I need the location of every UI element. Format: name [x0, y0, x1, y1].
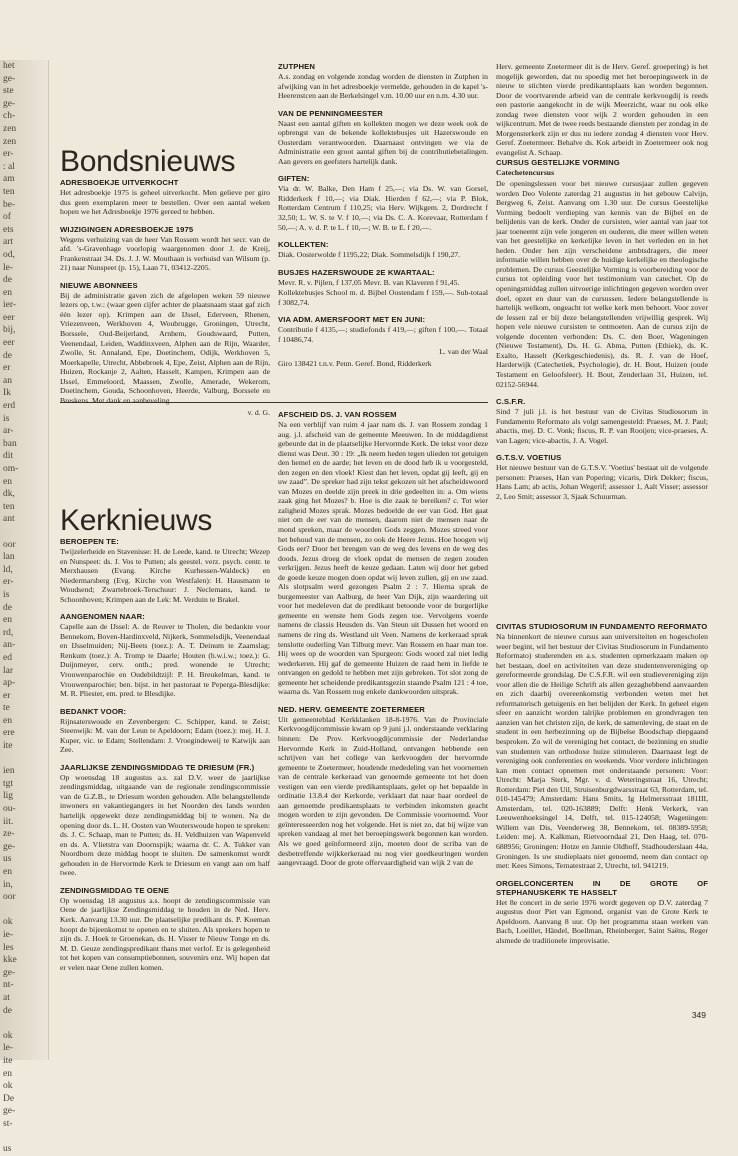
margin-word: ten — [3, 186, 15, 197]
margin-word: ste — [3, 86, 14, 97]
margin-word: en — [3, 615, 12, 626]
section-subheading: Catechetencursus — [496, 168, 555, 178]
margin-word: ere — [3, 728, 15, 739]
section-body: Op woensdag 18 augustus a.s. hoopt de zendingscommissie van Oene de jaarlijkse Zendingsmiddag te houden in de Ned. Herv. Kerk. Aanvang 13.30 uur. De plaatselijke predikant ds. P. Koeman hoopt de bijeenkomst te openen en te sluiten. Als sprekers hopen te zijn ds. J. Hoek te Groenekan, ds. H. Visser te Nieuw Tonge en ds. M. D. Geuze zendingspredikant thans met verlof. Er is gelegenheid tot het kopen van consumptiebonnen, souvenirs enz. Wij hopen dat er velen naar Oene zullen komen. — [60, 895, 270, 972]
margin-word: erd — [3, 401, 16, 412]
margin-word: us — [3, 854, 12, 865]
margin-word: er- — [3, 577, 14, 588]
section-heading: ORGELCONCERTEN IN DE GROTE OF STEPHANUSKERK TE HASSELT — [496, 878, 708, 897]
margin-word: ze- — [3, 829, 15, 840]
margin-word: ge- — [3, 967, 16, 978]
margin-word: ed — [3, 652, 12, 663]
margin-word — [0, 1017, 48, 1030]
margin-word: am — [3, 174, 15, 185]
section-body: Kollektebusjes School m. d. Bijbel Oostendam f 159,—. Sub-totaal f 3082,74. — [278, 288, 488, 307]
section-heading: C.S.F.R. — [496, 397, 526, 407]
page-number: 349 — [691, 1010, 706, 1020]
section-heading: GIFTEN: — [278, 174, 310, 184]
bondsnieuws-sections — [60, 178, 270, 405]
margin-word: ap- — [3, 678, 16, 689]
section-heading: CURSUS GESTELIJKE VORMING — [496, 158, 620, 168]
col3-bottom-sections — [496, 622, 708, 945]
section-heading: ADRESBOEKJE UITVERKOCHT — [60, 178, 179, 187]
penningmeester-signature: L. van der Waal — [439, 347, 488, 357]
margin-word — [0, 904, 48, 917]
margin-word: is — [3, 589, 10, 600]
col3-top-column — [496, 62, 708, 622]
margin-word: lar — [3, 665, 14, 676]
section-body: De openingslessen voor het nieuwe cursusjaar zullen gegeven worden Deo Volente zaterdag 21 augustus in het gebouw Calvijn, Bergweg 6, Zeist. Aanvang om 1.30 uur. De cursus Geestelijke Vorming bedoelt verdieping van kennis van de Bijbel en de belijdenis van de kerk. Onder de cursisten, wier aantal van jaar tot jaar toeneemt zijn vele jongeren en ouderen, die meer willen weten van het geestelijke en kerkelijke leven in het verleden en in het heden. Onder hen zijn verscheidene ambtsdragers, die meer informatie willen hebben over de huidige kerkelijke en theologische problemen. De cursus Geestelijke Vorming is voorbereiding voor de cursus tot opleiding voor het testimonium van catechet. Op de openingsmiddag zullen uitvoerige inlichtingen gegeven worden over doel, opzet en duur van de cursussen. Iedere belangstellende is hartelijk welkom, ongeacht tot welke kerk men behoort. Voor zover de lessen zal er bij deze belangstellenden vrijwillig gesprek. Wij hopen vele nieuwe cursisten te ontmoeten. Aan de cursus zijn de volgende docenten verbonden: Ds. C. den Boer, Wageningen (Nieuwe Testament), Ds. H. G. Abma, Putten (Ethiek), ds. K. Exalto, Hasselt (Kerkgeschiedenis), ds. R. J. van de Hoef, Harderwijk (Catechetiek, Psychologie), dr. H. Bout, Huizen (oude Testament en Geloofsleer). H. Bout, Zenderlaan 31, Huizen, tel. 02152-56944. — [496, 179, 708, 389]
margin-word: om- — [3, 464, 19, 474]
margin-word: oor — [3, 892, 16, 903]
bondsnieuws-signature: v. d. G. — [247, 408, 270, 418]
margin-word: at — [3, 992, 10, 1003]
margin-word: Ik — [3, 388, 11, 399]
margin-word: zen — [3, 123, 17, 134]
margin-word: ien — [3, 766, 15, 777]
margin-word: en — [3, 867, 12, 877]
margin-word: er- — [3, 149, 14, 160]
section-body: A.s. zondag en volgende zondag worden de diensten in Zutphen in afwijking van in het adresboekje vermelde, gehouden in de kapel 's-Heerenstcen aan de Berkelsingel v.m. 10.00 uur en n.m. 4.30 uur. — [278, 72, 488, 101]
margin-word: ier- — [3, 300, 16, 311]
section-heading: AFSCHEID DS. J. VAN ROSSEM — [278, 410, 397, 419]
section-body: Sind 7 juli j.l. is het bestuur van de Civitas Studiosorum in Fundamento Reformato als volgt samengesteld: Praeses, M. J. Paul; abactis, mej. D. C. Vonk; fiscus, R. P. van Rooijen; vice-praeses, A. van Lagen; vice-abactis, J. A. Vogel. — [496, 407, 708, 445]
margin-word: ite — [3, 741, 13, 752]
margin-word: ch- — [3, 111, 16, 122]
section-body: Capelle aan de IJssel: A. de Reuver te Tholen, die bedankte voor Bennekom, Boven-Hardinxveld, Nijkerk, Sommelsdijk, Veenendaal en IJsselmuiden; Nij-Beets (toez.): A. T. Deinum te Zaamslag; Renkum (toez.): A. Tromp te Daarle; Houten (h.w.i.w.; toez.): G. Duijnmeyer, cerv. onth.; pred. wonende te Utrecht; Vrouwenparochie en Oudebildtzijl: P. H. Breukelman, kand. te Vrouwenparochie; ben. bijst. in het pastoraat te Peperga-Blesdijke: M. R. Pliester, em. pred. te Blesdijke. — [60, 622, 270, 699]
margin-word: ge- — [3, 1106, 16, 1117]
margin-word: ar- — [3, 426, 14, 437]
margin-word: tgt — [3, 778, 14, 789]
section-heading: BUSJES HAZERSWOUDE 2E KWARTAAL: — [278, 267, 435, 277]
margin-word: de — [3, 350, 12, 361]
section-body: Op woensdag 18 augustus a.s. zal D.V. weer de jaarlijkse zendingsmiddag, uitgaande van de regionale zendingscommissie van de G.Z.B., te Driesum worden gehouden. Alle belangstellende inwoners en vakantiegangers in het Noorden des lands worden hartelijk opgewekt deze zendingsmiddag bij te wonen. Na de opening door ds. L. H. Oosten van Wouterswoude hopen te spreken: ds. J. C. Schaap, man te Putten; ds. H. Veldhuizen van Wapenveld en ds. A. Vlietstra van Doornspijk; waarna dr. C. A. Tukker van Noordborn deze middag hoopt te sluiten. De samenkomst wordt gehouden in de Hervormde Kerk te Driesum en vangt aan om half twee. — [60, 772, 270, 878]
section-body: Naast een aantal giften en kollekten mogen we deze week ook de opbrengst van de bekende kollektebusjes uit Hazerswoude en Oosterdam verantwoorden. Daarnaast ontvingen we via de Administratie een groot aantal giften bij de contributiebetalingen. Aan gevers en geefsters hartelijk dank. — [278, 118, 488, 166]
margin-word — [0, 1130, 48, 1143]
section-heading: AANGENOMEN NAAR: — [60, 612, 145, 622]
margin-word: iit. — [3, 816, 14, 827]
col3-top-sections — [496, 158, 708, 501]
margin-word: de — [3, 1005, 12, 1016]
margin-word: ge- — [3, 98, 16, 109]
margin-word: art — [3, 237, 14, 248]
section-body: Het 8e concert in de serie 1976 wordt gegeven op D.V. zaterdag 7 augustus door Piet van Egmond, organist van de Grote Kerk te Apeldoorn. Aanvang 8 uur. Op het programma staan werken van Bach, Loeillet, Händel, Boellman, Rheinberger, Saint Saëns, Reger alsmede de traditionele improvisatie. — [496, 897, 708, 945]
margin-word: ge- — [3, 841, 16, 852]
section-heading: ZENDINGSMIDDAG TE OENE — [60, 885, 169, 895]
margin-word: eer — [3, 312, 15, 323]
margin-word: ld, — [3, 564, 13, 575]
margin-word: an- — [3, 640, 16, 651]
giro-line — [278, 359, 488, 369]
margin-word: us — [3, 1144, 12, 1155]
section-heading: G.T.S.V. VOETIUS — [496, 453, 562, 463]
margin-word: be- — [3, 199, 16, 210]
margin-word: en — [3, 287, 12, 298]
margin-word: st- — [3, 1118, 13, 1129]
margin-word: is — [3, 413, 10, 424]
margin-word: od, — [3, 249, 15, 260]
section-body: Contributie f 4135,—; studiefonds f 419,—; giften f 100,—. Totaal f 10486,74. — [278, 325, 488, 344]
section-heading: NIEUWE ABONNEES — [60, 280, 138, 290]
margin-word: le- — [3, 262, 14, 273]
margin-word: eer — [3, 338, 15, 349]
section-body: Rijnsaterswoude en Zevenbergen: C. Schipper, kand. te Zeist; Steenwijk: M. van der Leun te Apeldoorn; Edam (toez.): mej. H. J. Kuper, vic. te Edam; Stellendam: J. Vroegindeweij te Katwijk aan Zee. — [60, 716, 270, 755]
margin-word: : al — [3, 161, 15, 172]
margin-word: ok — [3, 1030, 13, 1041]
margin-word: en — [3, 1068, 12, 1079]
margin-word: en — [3, 715, 12, 726]
margin-word: lan — [3, 552, 15, 563]
kerknieuws-sections — [60, 537, 270, 972]
margin-word: ant — [3, 514, 15, 525]
section-heading: CIVITAS STUDIOSORUM IN FUNDAMENTO REFORMATO — [496, 622, 708, 631]
margin-word: le- — [3, 1043, 14, 1054]
margin-word: het — [3, 61, 15, 71]
margin-word: ie- — [3, 929, 14, 940]
margin-word: bij, — [3, 325, 16, 336]
section-heading: NED. HERV. GEMEENTE ZOETERMEER — [278, 704, 425, 714]
section-heading: VIA ADM. AMERSFOORT MET EN JUNI: — [278, 315, 426, 325]
margin-word: kke — [3, 955, 17, 966]
margin-word: de — [3, 275, 12, 286]
margin-word: er — [3, 363, 11, 374]
section-heading: JAARLIJKSE ZENDINGSMIDDAG TE DRIESUM (FR.) — [60, 762, 255, 772]
margin-word: ets — [3, 224, 14, 235]
margin-word — [0, 753, 48, 766]
margin-word: ge- — [3, 73, 16, 84]
section-body: Diak. Oosterwolde f 1195,22; Diak. Sommelsdijk f 190,27. — [278, 250, 461, 260]
section-body: Uit gemeenteblad Kerkklanken 18-8-1976. Van de Provinciale Kerkvoogdijcommissie kwam op 9 juni j.l. onderstaande verklaring binnen: De Prov. Kerkvoogdijcommissie der Nederlandse Hervormde Kerk in Zuid-Holland, ontvangen hebbende een schrijven van het college van kerkvoogden der hervormde gemeente te Zoetermeer, houdende mededeling van het voornemen van de centrale kerkeraad van genoemde gemeente tot het doen vestigen van een vierde predikantsplaats, gelet op het bepaalde in ordinatie 13.8.4 der Kerkorde, verklaart dat naar haar oordeel de aan genoemde predikantsplaats te verbinden inkomsten geacht mogen worden te zijn gevonden. De Commissie voornoemd. Voor geïnteresseerden nog het volgende. Het is niet zo, dat bij wijze van spreken vandaag al met het beroepingswerk begonnen kan worden. Als we goed geïnformeerd zijn, moeten door de scriba van de desbetreffende wijkkerkeraad nu nog vier goedkeuringen worden aangevraagd. Door de grote offervaardigheid van wijk 2 van de — [278, 714, 488, 868]
col3-bottom-column — [496, 622, 708, 1022]
margin-word: dk, — [3, 489, 15, 500]
col2-bottom-sections — [278, 410, 488, 868]
section-heading: ZUTPHEN — [278, 62, 316, 71]
margin-word: te — [3, 703, 10, 714]
section-heading: VAN DE PENNINGMEESTER — [278, 108, 383, 118]
giro-text: Giro 138421 t.n.v. Penn. Geref. Bond, Ridderkerk — [278, 358, 432, 368]
margin-word: ite — [3, 1055, 13, 1066]
kerknieuws-title: Kerknieuws — [60, 504, 213, 537]
section-body: Twijzelerheide en Stavenisse: H. de Leede, kand. te Utrecht; Wezep en Nunspeet: ds. J. Vos te Putten; als geestel. verz. psych. centr. te Merxhausen (Evang. Kirche Kurhessen-Waldeck) en Niedermarsberg (Evg. Kirche von Westfalen): H. Hausmann te Woudsend; Zwartebroek-Terschuur: J. Neclemans, kand. te Schoonhoven; Krimpen aan de Lek: M. Verduin te Brakel. — [60, 547, 270, 604]
section-body: Bij de administratie gaven zich de afgelopen weken 59 nieuwe lezers op, t.w.: (waar geen cijfer achter de plaatsnaam staat gaf zich één lezer op). Krimpen aan de IJssel, Ederveen, Rhenen, Vriezenveen, Werkhoven 4, Woubrugge, Groningen, Utrecht, Borssele, Oud-Beijerland, Arnhem, Goudswaard, Putten, Veenendaal, Leiden, Waddinxveen, Alphen aan de Rijn, Waarder, Zwolle, St. Annaland, Epe, Doetinchem, Odijk, Werkhoven 5, Moerkapelle, Utrecht, Abbebroek 4, Epe, Zeist, Alphen aan de Rijn, Huizen, Rockanje 2, Aalten, Hasselt, Kampen, Krimpen aan de IJssel, Emmeloord, Maassen, Zwolle, Amerade, Wekerom, Doetinchem, Gouda, Schoonhoven, Heerde, Valburg, Borssele en Breskens. Met dank en aanbeveling. — [60, 290, 270, 405]
margin-word: en — [3, 476, 12, 487]
kerknieuws-column — [60, 505, 270, 1030]
section-heading: WIJZIGINGEN ADRESBOEKJE 1975 — [60, 224, 194, 234]
margin-word: dit — [3, 451, 14, 462]
section-body: Via dr. W. Balke, Den Ham f 25,—; via Ds. W. van Gorsel, Ridderkerk f 10,—; via Diak. Hierden f 62,—; via P. Blok, Rotterdam Centrum f 110,25; via Herv. Wijkgem. 2, Dordrecht f 32,50; L. W. S. te V. f 10,—; via Ds. C. A. Korevaar, Rotterdam f 50,—; A. v. d. P. te L. f 10,—; W. B. te E. f 20,—. — [278, 184, 488, 232]
section-heading: BEROEPEN TE: — [60, 537, 119, 546]
margin-word: rd, — [3, 627, 14, 638]
col2-top-sections — [278, 62, 488, 344]
section-body: Het nieuwe bestuur van de G.T.S.V. 'Voetius' bestaat uit de volgende personen: Praeses, Han van Popering; vicaris, Dirk Dekker; fiscus, Hans Lam; ab actis, Johan Wegerif; assessor 1, Aalt Visser; assessor 2, Leo Smit; assessor 3, Sjaak Schuurman. — [496, 463, 708, 501]
margin-word: de — [3, 602, 12, 613]
margin-word: ou- — [3, 804, 16, 815]
margin-word — [0, 526, 48, 539]
section-body: Wegens verhuizing van de heer Van Rossem wordt het secr. van de afd. 's-Gravenhage voorlopig waargenomen door J. de Kreij, Frankenstraat 34. Ds. J. J. W. Mouthaan is verhuisd van Wilsum (p. 21) naar Nunspeet (p. 15), Laan 71, 03412-2205. — [60, 234, 270, 273]
zoetermeer-continued-text: Herv. gemeente Zoetermeer dit is de Herv. Geref. groepering) is het mogelijk geworden, dat nu spoedig met het beroepingswerk in de nieuw te stichten vierde predikantsplaats kan worden begonnen. Door de voortvarende arbeid van de centrale kerkvoogdij is reeds een pastorie aangekocht in de wijk Meerzicht, waar nu ook elke zondag twee diensten voor wijk 2 worden gehouden in een wijkcentrum. Met de twee reeds bestaande diensten per zondag in de Morgensterkerk zijn er dus nu iedere zondag 4 diensten voor Herv. Geref. Zoetermeer. Behalve ds. Kok arbeidt in Zoetermeer ook nog evangelist A. Schaap. — [496, 62, 708, 157]
bondsnieuws-column — [60, 145, 270, 418]
section-body: Mevr. R. v. Pijlen, f 137,05 Mevr. B. van Klaveren f 91,45. — [278, 277, 460, 287]
bondsnieuws-title: Bondsnieuws — [60, 145, 236, 178]
penningmeester-column — [278, 62, 488, 400]
afscheid-column — [278, 410, 488, 1030]
margin-word: in, — [3, 879, 13, 890]
margin-word: ok — [3, 1081, 13, 1092]
section-body: Het adresboekje 1975 is geheel uitverkocht. Men gelieve per giro dus geen exemplaren meer te bestellen. Over een aantal weken hopen we het Adresboekje 1976 gereed te hebben. — [60, 188, 270, 217]
margin-word: an — [3, 375, 12, 386]
section-heading: KOLLEKTEN: — [278, 240, 329, 250]
margin-word: ten — [3, 501, 15, 512]
margin-word: of — [3, 212, 11, 223]
margin-word: oor — [3, 539, 16, 550]
margin-word: ok — [3, 917, 13, 928]
section-heading: BEDANKT VOOR: — [60, 706, 127, 716]
section-body: Na binnenkort de nieuwe cursus aan universiteiten en hogescholen weer begint, wil het bestuur der Civitas Studiosorum in Fundamento Reformato) studerenden en a.s. studenten opmerkzaam maken op het bestaan, doel en activiteiten van deze studentenvereniging op gereformeerde grondslag. De C.S.F.R. wil een studievereniging zijn voor allen die de Heilige Schrift als allen gezaghebbend aanvaarden en zich daarbij overeenkomstig verbonden weten met het reformatorisch getuigenis en het belijden der Kerk. In geheel eigen sfeer en aanzicht worden talrijke problemen en grondvragen ten aanzien van het christen zijn, de kerk, de samenleving, de staat en de student in een herbezinning op de Bijbelse Boodschap diepgaand besproken. Zo wil de vereniging het contact, de bezinning en studie van studenten van orthodoxe huize stimuleren. Daarnaast legt de vereniging ook conferenties en weekends. Voor verdere inlichtingen kan men contact opnemen met onderstaande personen: Voor: Utrecht: Marja Sterk, Mgr. v. d. Weteringstraat 16, Utrecht; Rotterdam: Piet den Uil, Struisenburgdwarsstraat 63, Rotterdam, tel. 010-145479; Amsterdam: Hans Smits, Ig Helmersstraat 181III, Amsterdam, tel. 020-163889; Delft: Henk Verkerk, van Leeuwenhoeksingel 14, Delft, tel. 015-124058; Wageningen: Willem van Dis, Veenderweg 38, Bennekom, tel. 08389-5958; Leiden: mej. A. Kalkman, Rietvoorndaal 21, Den Haag, tel. 070-688956; Groningen: Hotze en Jannie Oldhoff, Stadhouderslaan 44a, Groningen. Is uw studieplaats niet genoemd, neem dan contact op met: Kees Simons, Ternatestraat 2, Utrecht, tel. 941219. — [496, 632, 708, 871]
section-divider — [60, 402, 488, 403]
margin-word: er — [3, 690, 11, 701]
margin-word: ban — [3, 438, 17, 449]
margin-word: nt- — [3, 980, 14, 991]
margin-word: lig — [3, 791, 14, 802]
adjacent-page-margin — [0, 60, 49, 1155]
section-body: Na een verblijf van ruim 4 jaar nam ds. J. van Rossem zondag 1 aug. j.l. afscheid van de gemeente Meeuwen. In de middagdienst gebeurde dat in de plaatselijke Hervormde Kerk. De tekst voor deze dienst was Deut. 30 : 19: „Ik neem heden tegen ulieden tot getuigen den hemel en de aarde; het leven en de dood heb ik u voorgesteld, den zegen en den vloek! Kiest dan het leven, opdat gij leeft, gij en uw zaad”. De spreker had zijn tekst gekozen uit het afscheidswoord van Mozes en deelde zijn preek in drie gedeelten in: a. Om wiens zaak ging het Mozes? b. Hoe is die zaak te bereiken? c. Tot wier zaligheid Mozes sprak. Mozes bedoelde de eer van God. Het gaat niet om de eer van de mensen, daarom niet de mensen naar de mond spreken, maar de woorden Gods zeggen. Mozes streed voor het behoud van de mensen, zo ook de Heere Jezus. Hoe hoogen wij Gods eer? Door het brengen van de weg des levens en de weg des doods. Jezus droeg de vloek opdat de mensen de zegen zouden verkrijgen. Jezus heeft de keuze gedaan. Laten wij door het gebed de goede keuze mogen doen opdat wij leven zullen, gij en uw zaad. Als slotpsalm werd gezongen Psalm 2 : 7. Hierna sprak de burgemeester van Aalburg, de heer Van Dijk, zijn waardering uit voor het medeleven dat de predikant betoonde voor de burgerlijke gemeente en wenste hem Gods zegen toe. Vervolgens voerde namens de classis Heusden ds. Van Steun uit Dussen het woord en namens de ring ds. Westland uit Veen. Namens de kerkeraad sprak tenslotte ouderling Van Tilburg mevr. Van Rossem en haar man toe. Hij wees op de woorden van Spurgeon: Gods woord zal niet ledig wederkeren. Hij gaf de gemeente Huizen de raad hem in liefde te ontvangen en gedold te hebben met zijn gebreken. Tot slot zong de gemeente het scheidende predikantsgezin staande Psalm 121 : 4 toe, waarna ds. Van Rossem nog enkele dankwoorden uitsprak. — [278, 420, 488, 697]
margin-word: De — [3, 1093, 15, 1104]
margin-word: les — [3, 942, 14, 953]
margin-word: zen — [3, 136, 17, 147]
